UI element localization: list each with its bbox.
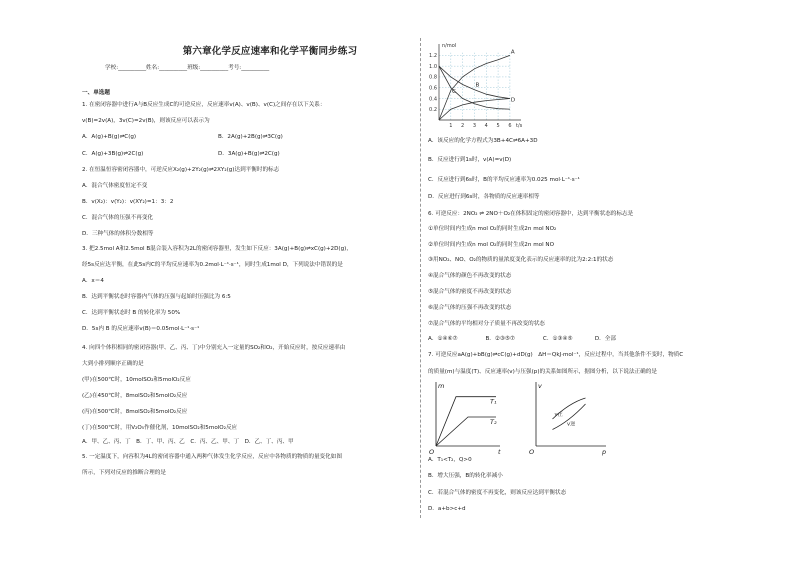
q3-option-a: A．x＝4 xyxy=(82,278,104,284)
q3-option-c: C．达到平衡状态时 B 的转化率为 50% xyxy=(82,310,181,316)
x-tick-label: 5 xyxy=(496,123,500,129)
q4-case-4: (丁)在500℃时，用V₂O₅作催化剂，10molSO₂和5molO₂反应 xyxy=(82,425,238,431)
x-tick-label: 3 xyxy=(472,123,477,129)
x-axis-label: p xyxy=(602,448,607,456)
q7-rate-pressure-chart xyxy=(528,380,612,456)
q4-case-2: (乙)在450℃时，8molSO₂和5molO₂反应 xyxy=(82,393,188,399)
column-divider xyxy=(420,38,421,518)
y-axis-label: m xyxy=(438,382,445,390)
section-heading: 一、单选题 xyxy=(82,90,110,96)
q7-option-d: D．a+b>c+d xyxy=(428,506,466,512)
q2-option-a: A．混合气体密度恒定不变 xyxy=(82,183,148,189)
x-tick-label: 4 xyxy=(484,123,488,129)
x-tick-label: 6 xyxy=(508,123,512,129)
page-title: 第六章化学反应速率和化学平衡同步练习 xyxy=(182,46,358,57)
x-axis-label: t/s xyxy=(516,123,523,129)
q6-stem: 6. 可逆反应：2NO₂ ⇌ 2NO＋O₂在体积固定的密闭容器中，达到平衡状态的标志是 xyxy=(428,211,634,217)
q7-option-c: C．若混合气体的密度不再变化，则该反应达到平衡状态 xyxy=(428,490,567,496)
q7-stem-cont: 的质量(m)与温度(T)、反应速率(v)与压强(p)的关系如图所示，据图分析，以下说法正确的是 xyxy=(428,369,657,375)
q7-option-a: A．T₁<T₂，Q>0 xyxy=(428,457,472,463)
q1-option-d: D．3A(g)+B(g)⇌2C(g) xyxy=(218,151,280,157)
q5-option-b: B．反应进行到1s时，v(A)=v(D) xyxy=(428,157,512,163)
q4-stem: 4. 向四个体积相同的密闭容器(甲、乙、丙、丁)中分别充入一定量的SO₂和O₂，开始反应时，按反应速率由 xyxy=(82,345,346,351)
q7-option-b: B．增大压强，B的转化率减小 xyxy=(428,473,503,479)
q5-stem-cont: 所示，下列对反应的推断合理的是 xyxy=(82,470,166,476)
q4-stem-cont: 大到小排列顺序正确的是 xyxy=(82,361,144,367)
q2-option-d: D．三种气体的体积分数相等 xyxy=(82,231,154,237)
series-line xyxy=(436,397,496,446)
q2-stem: 2. 在恒温恒容密闭容器中，可逆反应X₂(g)+2Y₂(g)⇌2XY₂(g)达到平衡时的标志 xyxy=(82,167,280,173)
series-label: v正 xyxy=(554,412,563,418)
q1-option-c: C．A(g)+3B(g)⇌2C(g) xyxy=(82,151,144,157)
q6-statement-2: ②单位时间内生成n mol O₂的同时生成2n mol NO xyxy=(428,242,554,248)
q4-case-1: (甲)在500℃时，10molSO₂和5molO₂反应 xyxy=(82,377,191,383)
q1-option-a: A．A(g)+B(g)⇌C(g) xyxy=(82,134,137,140)
series-label-A: A xyxy=(510,49,515,56)
series-line xyxy=(436,417,496,446)
q7-stem: 7. 可逆反应aA(g)+bB(g)⇌cC(g)+dD(g) ΔH＝QkJ·mol⁻¹，反应过程中，当其他条件不变时，物质C xyxy=(428,352,684,358)
x-tick-label: 1 xyxy=(449,123,453,129)
y-tick-label: 0.8 xyxy=(429,74,437,81)
series-label-C: C xyxy=(452,89,456,96)
origin-label: O xyxy=(429,448,435,456)
q1-stem-cont: v(B)=2v(A)，3v(C)=2v(B)，则该反应可以表示为 xyxy=(82,118,210,124)
series-label: v逆 xyxy=(567,421,576,428)
q6-statement-1: ①单位时间内生成n mol O₂的同时生成2n mol NO₂ xyxy=(428,226,557,232)
q5-option-c: C．反应进行到6s时，B的平均反应速率为0.025 mol·L⁻¹·s⁻¹ xyxy=(428,177,580,183)
q5-mole-time-chart xyxy=(425,40,525,132)
q3-stem: 3. 把2.5mol A和2.5mol B混合装入容积为2L的密闭容器里，发生如下反应：3A(g)+B(g)⇌xC(g)+2D(g)， xyxy=(82,246,352,252)
series-label-D: D xyxy=(510,97,516,104)
series-label: T₂ xyxy=(490,418,497,426)
y-axis-label: n/mol xyxy=(442,43,457,49)
x-axis-label: t xyxy=(498,448,501,456)
q6-statement-5: ⑤混合气体的密度不再改变的状态 xyxy=(428,289,512,295)
q1-option-b: B．2A(g)+2B(g)⇌3C(g) xyxy=(218,134,283,140)
q5-option-a: A．该反应的化学方程式为3B+4C⇌6A+3D xyxy=(428,138,538,144)
y-axis-label: v xyxy=(538,382,542,390)
y-tick-label: 0.6 xyxy=(429,85,437,92)
q3-option-b: B．达到平衡状态时容器内气体的压强与起始时压强比为 6:5 xyxy=(82,294,231,300)
origin-label: O xyxy=(529,448,535,456)
series-label-B: B xyxy=(475,82,480,89)
q7-mass-time-chart xyxy=(428,380,508,456)
q6-statement-6: ⑥混合气体的压强不再改变的状态 xyxy=(428,305,512,311)
q6-options: A．①④⑥⑦ B．②③⑤⑦ C．①③④⑤ D．全部 xyxy=(428,336,616,342)
q5-stem: 5. 一定温度下，向容积为4L的密闭容器中通入两种气体发生化学反应，反应中各物质的物质的量变化如图 xyxy=(82,454,342,460)
q2-option-b: B．v(X₂)：v(Y₂)：v(XY₂)=1：3：2 xyxy=(82,199,174,205)
x-tick-label: 2 xyxy=(461,123,465,129)
q6-statement-4: ④混合气体的颜色不再改变的状态 xyxy=(428,273,512,279)
q3-stem-cont: 经5s反应达平衡，在此5s内C的平均反应速率为0.2mol·L⁻¹·s⁻¹，同时生成1mol D，下列说法中错误的是 xyxy=(82,262,343,268)
q4-options: A．甲、乙、丙、丁 B．丁、甲、丙、乙 C．丙、乙、甲、丁 D．乙、丁、丙、甲 xyxy=(82,439,294,445)
q6-statement-7: ⑦混合气体的平均相对分子质量不再改变的状态 xyxy=(428,321,545,327)
q2-option-c: C．混合气体的压强不再变化 xyxy=(82,215,154,221)
q4-case-3: (丙)在500℃时，8molSO₂和5molO₂反应 xyxy=(82,409,188,415)
y-tick-label: 1.0 xyxy=(429,63,437,70)
q5-option-d: D．反应进行到6s时，各物质的反应速率相等 xyxy=(428,194,540,200)
series-label: T₁ xyxy=(490,397,497,406)
y-tick-label: 0.4 xyxy=(429,96,437,103)
q3-option-d: D．5s内 B 的反应速率v(B)＝0.05mol·L⁻¹·s⁻¹ xyxy=(82,326,200,332)
q1-stem: 1. 在密闭容器中进行A与B反应生成C的可逆反应，反应速率v(A)、v(B)、v(C)之间存在以下关系： xyxy=(82,102,326,108)
y-tick-label: 0.2 xyxy=(429,107,437,114)
student-info-line: 学校:__________姓名:__________班级:__________考号:__________ xyxy=(105,65,270,71)
y-tick-label: 1.2 xyxy=(429,53,437,60)
q6-statement-3: ③用NO₂、NO、O₂的物质的量浓度变化表示的反应速率的比为2:2:1的状态 xyxy=(428,257,614,263)
